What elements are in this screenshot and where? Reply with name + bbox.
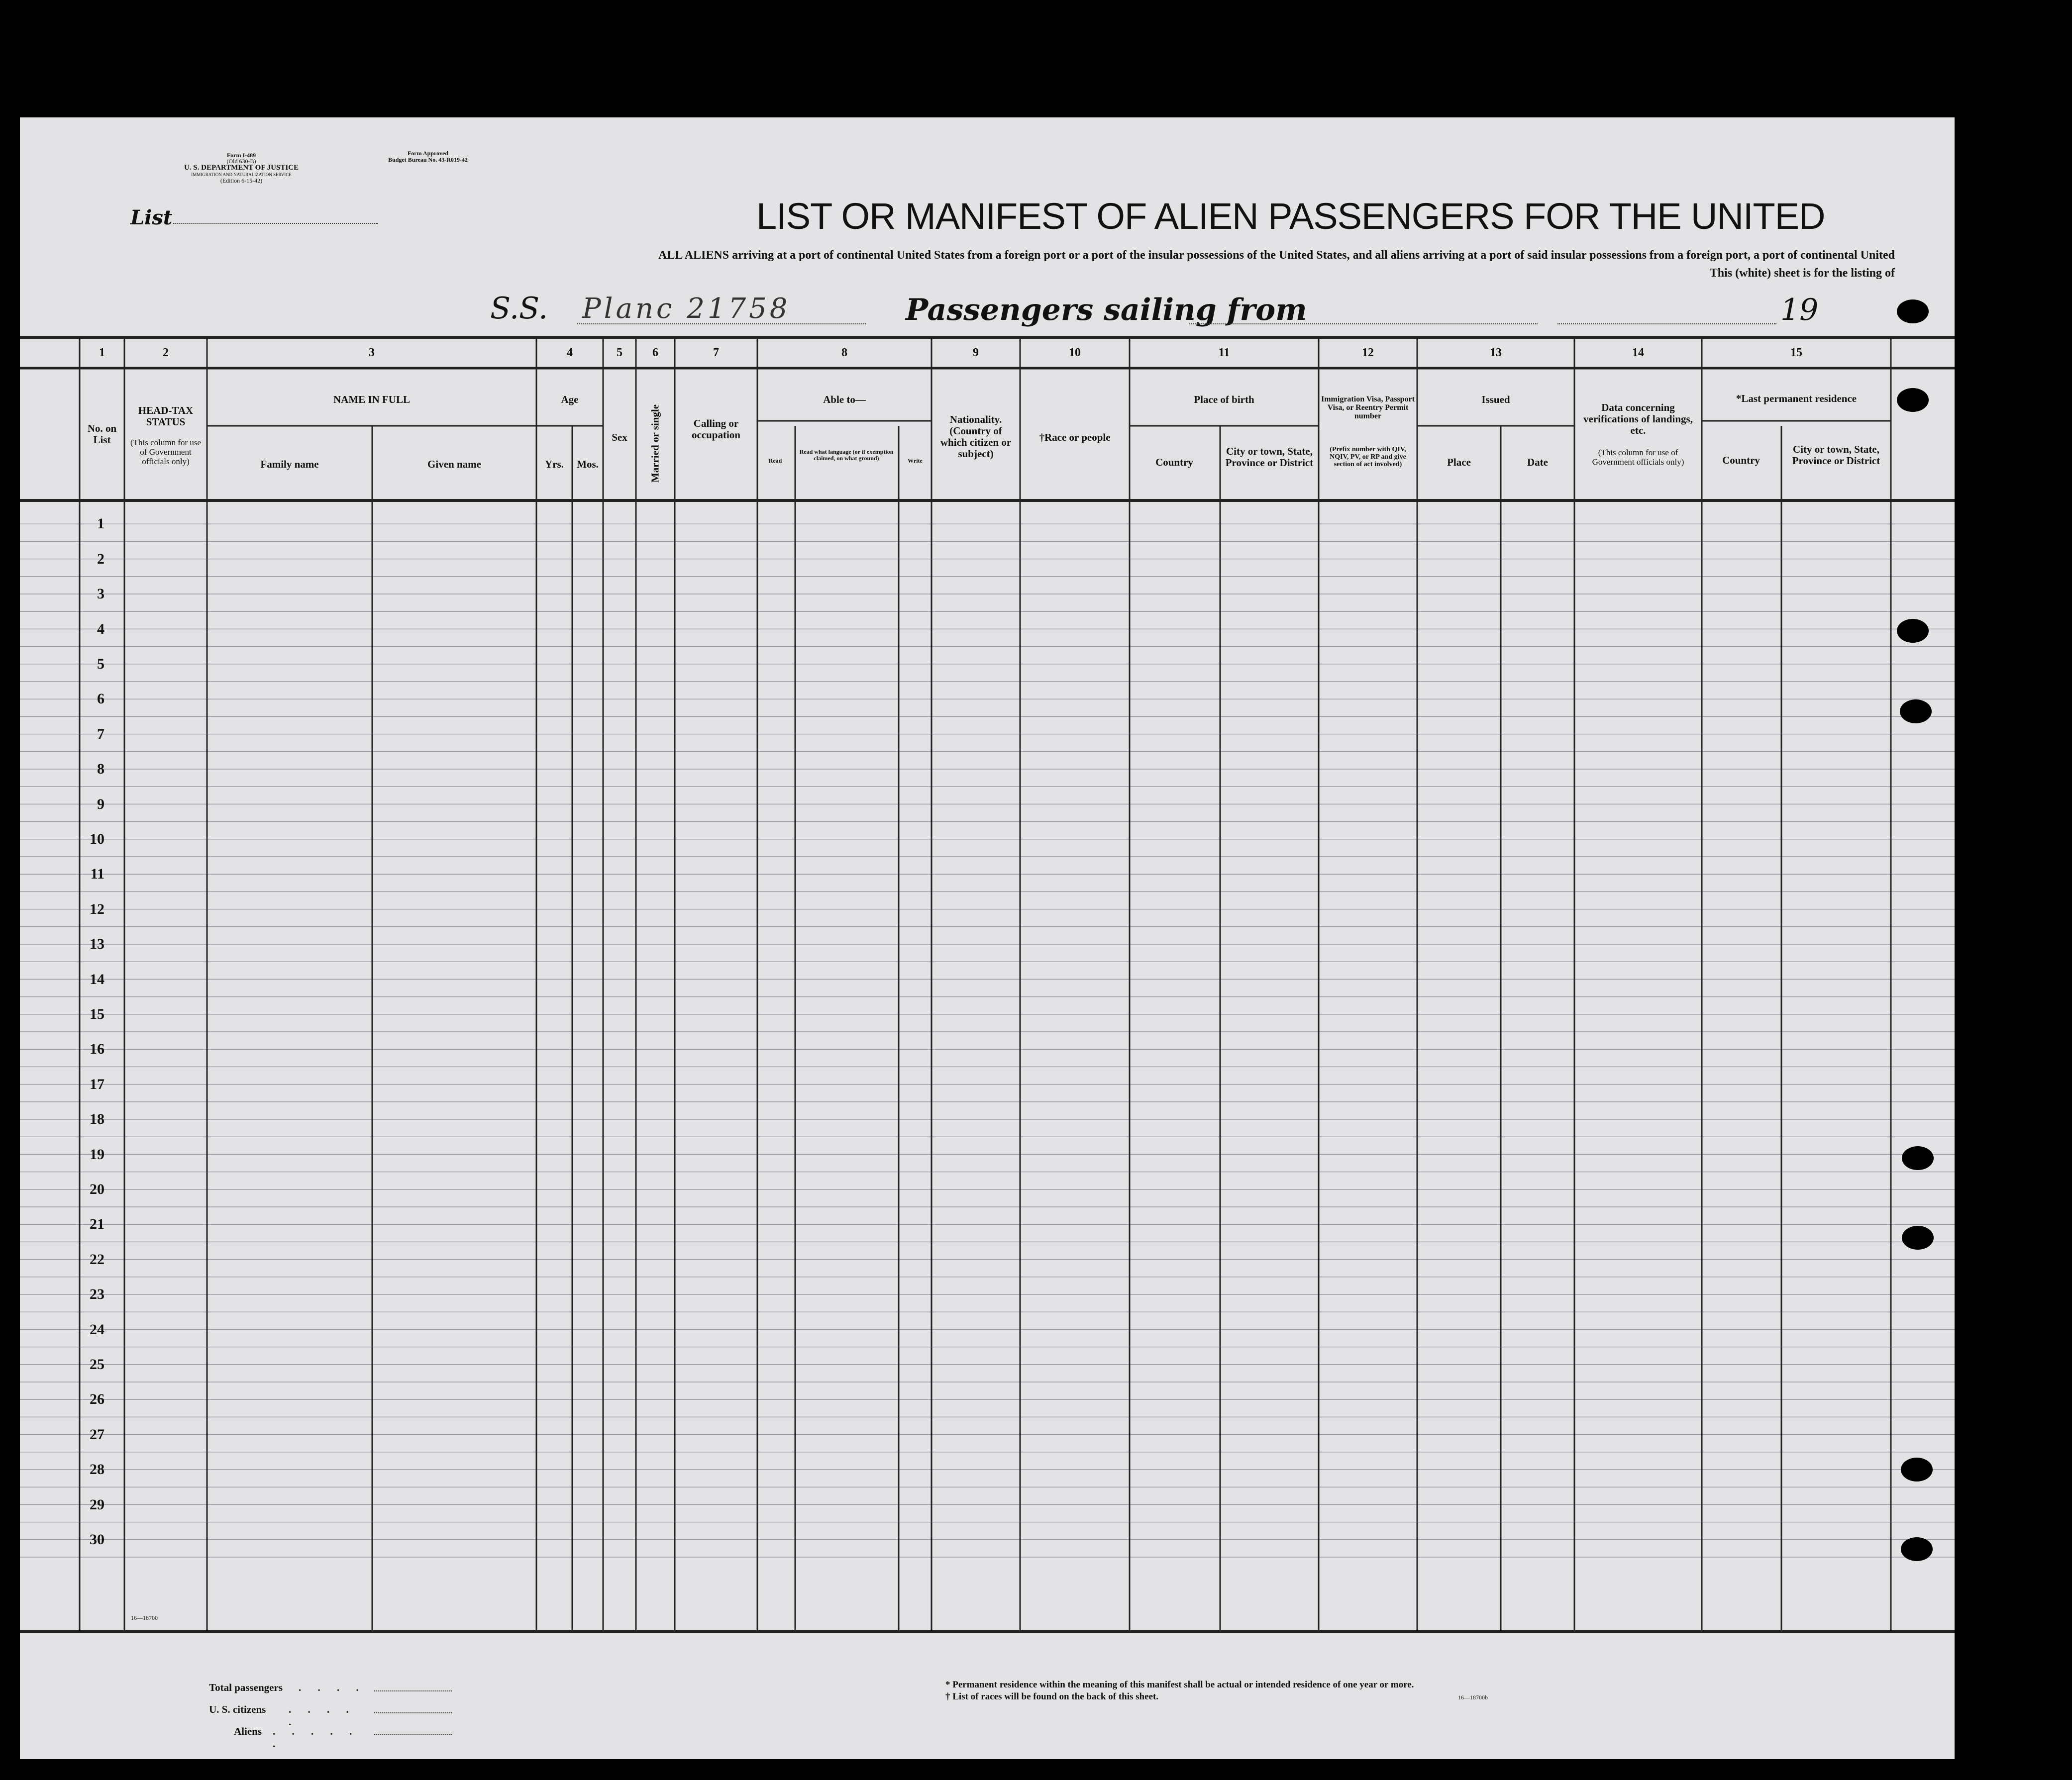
ss-prefix: S.S. bbox=[490, 291, 548, 326]
punch-hole bbox=[1897, 388, 1929, 412]
department: U. S. DEPARTMENT OF JUSTICE bbox=[184, 164, 299, 172]
header-residence-country: Country bbox=[1722, 454, 1760, 466]
header-calling-occupation: Calling or occupation bbox=[691, 417, 740, 441]
row-number: 24 bbox=[90, 1321, 104, 1338]
print-code-b: 16—18700b bbox=[1458, 1694, 1488, 1701]
header-sex: Sex bbox=[612, 431, 627, 443]
header-family-name: Family name bbox=[260, 458, 319, 470]
row-number: 21 bbox=[90, 1216, 104, 1233]
punch-hole bbox=[1901, 1537, 1933, 1561]
header-age-years: Yrs. bbox=[545, 458, 564, 470]
col-num-10: 10 bbox=[1069, 346, 1081, 359]
col-num-6: 6 bbox=[652, 346, 658, 359]
old-form-number: (Old 630-B) bbox=[226, 158, 256, 165]
instructions-line: ALL ALIENS arriving at a port of continental United States from a foreign port or a port of the insular possessions of the United States, and all aliens arriving at a port of said insular possessions from a foreign port, a port of continental United bbox=[658, 249, 1895, 262]
budget-number: Budget Bureau No. 43-R019-42 bbox=[388, 156, 468, 163]
punch-hole bbox=[1901, 1458, 1933, 1482]
row-number: 5 bbox=[97, 656, 104, 672]
row-number: 23 bbox=[90, 1286, 104, 1303]
col-num-3: 3 bbox=[369, 346, 375, 359]
us-citizens-field bbox=[374, 1712, 452, 1713]
header-no-on-list: No. on List bbox=[87, 422, 117, 446]
header-birth-city: City or town, State, Province or District bbox=[1225, 445, 1314, 469]
page-title: LIST OR MANIFEST OF ALIEN PASSENGERS FOR THE UNITED bbox=[756, 196, 1825, 237]
row-number: 25 bbox=[90, 1356, 104, 1373]
header-verification-note: (This column for use of Government officials only) bbox=[1592, 448, 1684, 467]
row-number: 9 bbox=[97, 795, 104, 812]
row-number: 7 bbox=[97, 725, 104, 742]
header-race-people: †Race or people bbox=[1039, 431, 1111, 443]
race-footnote: † List of races will be found on the back of this sheet. bbox=[945, 1691, 1159, 1702]
row-number: 8 bbox=[97, 761, 104, 778]
header-read: Read bbox=[768, 457, 782, 464]
header-nationality: Nationality. (Country of which citizen or subject) bbox=[940, 413, 1012, 460]
row-number: 26 bbox=[90, 1391, 104, 1408]
header-able-to: Able to— bbox=[823, 394, 866, 405]
total-passengers-field bbox=[374, 1690, 452, 1691]
header-head-tax-status: HEAD-TAX STATUS bbox=[138, 404, 194, 428]
header-birth-country: Country bbox=[1155, 456, 1193, 468]
edition: (Edition 6-15-42) bbox=[220, 177, 263, 184]
header-issued-place: Place bbox=[1447, 456, 1471, 468]
header-read-language: Read what language (or if exemption claimed, on what ground) bbox=[799, 448, 894, 462]
residence-footnote: * Permanent residence within the meaning of this manifest shall be actual or intended residence of one year or more. bbox=[945, 1680, 1414, 1690]
col-num-15: 15 bbox=[1790, 346, 1802, 359]
punch-hole bbox=[1897, 299, 1929, 323]
us-citizens-leader: . . . . . bbox=[289, 1703, 356, 1728]
col-num-4: 4 bbox=[567, 346, 573, 359]
col-num-13: 13 bbox=[1490, 346, 1502, 359]
sailing-from-label: Passengers sailing from bbox=[906, 293, 1307, 327]
header-write: Write bbox=[908, 457, 923, 464]
row-number: 28 bbox=[90, 1461, 104, 1478]
punch-hole bbox=[1897, 619, 1929, 643]
col-num-14: 14 bbox=[1632, 346, 1644, 359]
year-label: 19 bbox=[1780, 293, 1819, 327]
service: IMMIGRATION AND NATURALIZATION SERVICE bbox=[191, 172, 292, 177]
row-number: 6 bbox=[97, 691, 104, 707]
header-visa-note: (Prefix number with QIV, NQIV, PV, or RP and give section of act involved) bbox=[1330, 446, 1406, 468]
row-number: 27 bbox=[90, 1426, 104, 1443]
col-num-1: 1 bbox=[99, 346, 105, 359]
form-number: Form I-489 bbox=[226, 152, 256, 159]
row-number: 20 bbox=[90, 1181, 104, 1197]
aliens-leader: . . . . . . bbox=[273, 1725, 359, 1750]
col-num-5: 5 bbox=[617, 346, 622, 359]
row-number: 1 bbox=[97, 515, 104, 532]
row-number: 18 bbox=[90, 1111, 104, 1128]
row-number: 29 bbox=[90, 1496, 104, 1513]
row-number: 16 bbox=[90, 1041, 104, 1058]
header-issued: Issued bbox=[1481, 394, 1510, 405]
punch-hole bbox=[1900, 699, 1932, 723]
list-label: List bbox=[130, 206, 173, 229]
row-number: 19 bbox=[90, 1146, 104, 1163]
header-given-name: Given name bbox=[427, 458, 481, 470]
aliens-field bbox=[374, 1734, 452, 1735]
col-num-7: 7 bbox=[713, 346, 719, 359]
col-num-9: 9 bbox=[973, 346, 979, 359]
col-num-2: 2 bbox=[163, 346, 169, 359]
col-num-12: 12 bbox=[1362, 346, 1374, 359]
header-issued-date: Date bbox=[1527, 456, 1548, 468]
header-last-residence: *Last permanent residence bbox=[1736, 393, 1857, 404]
white-sheet-note: This (white) sheet is for the listing of bbox=[1709, 267, 1895, 280]
us-citizens-label: U. S. citizens bbox=[209, 1703, 266, 1715]
row-number: 2 bbox=[97, 550, 104, 567]
header-visa-number: Immigration Visa, Passport Visa, or Reentry Permit number bbox=[1321, 395, 1415, 420]
row-number: 22 bbox=[90, 1251, 104, 1268]
form-approved: Form Approved bbox=[407, 150, 449, 157]
punch-hole bbox=[1902, 1226, 1934, 1250]
row-number: 10 bbox=[90, 831, 104, 847]
row-number: 11 bbox=[90, 866, 104, 883]
total-passengers-label: Total passengers bbox=[209, 1681, 283, 1693]
print-code: 16—18700 bbox=[131, 1614, 158, 1621]
row-number: 12 bbox=[90, 900, 104, 917]
row-number: 3 bbox=[97, 586, 104, 602]
total-passengers-leader: . . . . bbox=[299, 1681, 366, 1693]
row-number: 4 bbox=[97, 620, 104, 637]
col-num-8: 8 bbox=[841, 346, 847, 359]
row-number: 15 bbox=[90, 1006, 104, 1022]
header-name-in-full: NAME IN FULL bbox=[333, 394, 410, 405]
row-number: 30 bbox=[90, 1531, 104, 1548]
row-number: 17 bbox=[90, 1076, 104, 1092]
header-married-single: Married or single bbox=[649, 404, 661, 483]
header-head-tax-note: (This column for use of Government officials only) bbox=[130, 438, 202, 466]
ship-name: Planc 21758 bbox=[582, 293, 791, 325]
header-verification-data: Data concerning verifications of landings, etc. bbox=[1583, 401, 1693, 436]
header-residence-city: City or town, State, Province or District bbox=[1792, 443, 1880, 467]
row-number: 13 bbox=[90, 936, 104, 953]
col-num-11: 11 bbox=[1218, 346, 1230, 359]
header-age-months: Mos. bbox=[577, 458, 599, 470]
header-age: Age bbox=[561, 394, 579, 405]
punch-hole bbox=[1902, 1146, 1934, 1170]
header-place-of-birth: Place of birth bbox=[1194, 394, 1254, 405]
aliens-label: Aliens bbox=[234, 1725, 262, 1737]
row-number: 14 bbox=[90, 971, 104, 988]
